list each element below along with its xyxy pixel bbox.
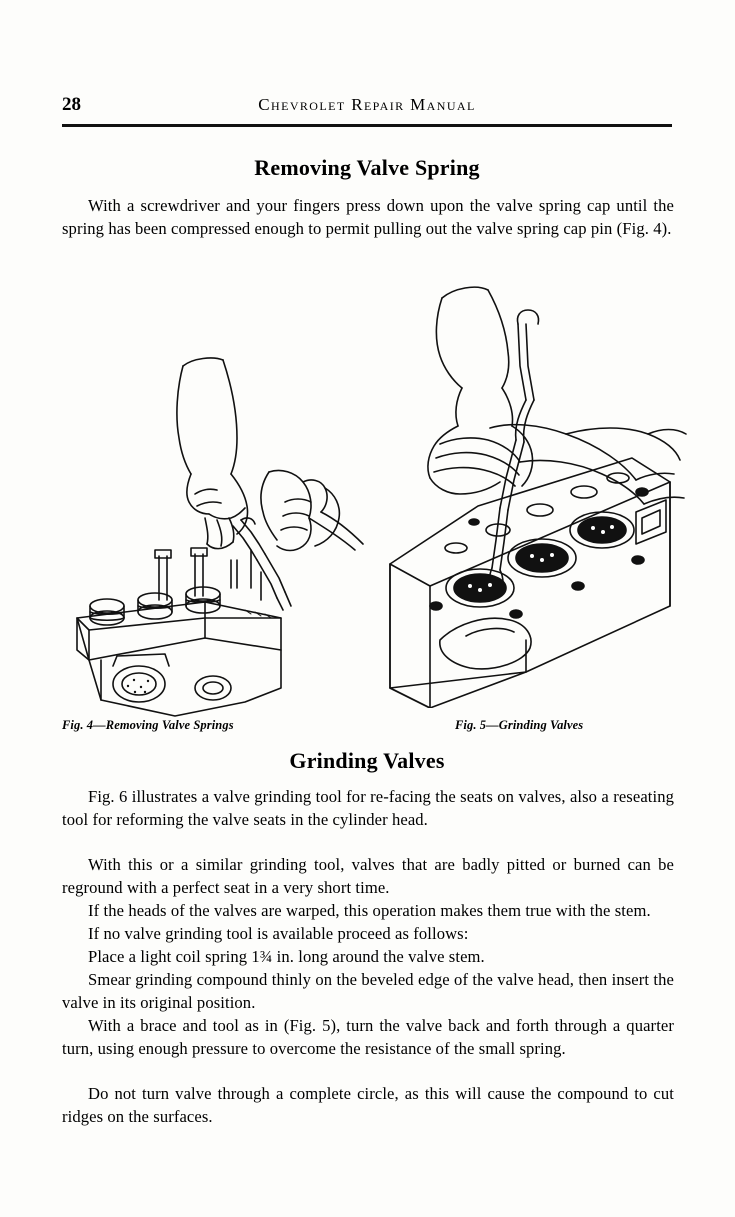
- paragraph-text: With a screwdriver and your fingers press down upon the valve spring cap until the spring has been compressed enough to permit pulling out the valve spring cap pin (Fig. 4).: [62, 196, 674, 238]
- paragraph-grinding-5: [62, 946, 674, 969]
- figure-4-illustration: [55, 288, 385, 728]
- figure-4-caption: Fig. 4—Removing Valve Springs: [62, 718, 234, 732]
- figure-5-illustration: [370, 268, 700, 708]
- paragraph-text: Do not turn valve through a complete circle, as this will cause the compound to cut ridges on the surfaces.: [62, 1084, 674, 1126]
- paragraph-grinding-1: [62, 786, 674, 831]
- page-header: [62, 94, 672, 122]
- paragraph-text: Fig. 6 illustrates a valve grinding tool for re-facing the seats on valves, also a reseating tool for reforming the valve seats in the cylinder head.: [62, 787, 674, 829]
- paragraph-text: With this or a similar grinding tool, valves that are badly pitted or burned can be reground with a perfect seat in a very short time.: [62, 855, 674, 897]
- paragraph-grinding-7: [62, 1015, 674, 1060]
- paragraph-grinding-4: [62, 923, 674, 946]
- paragraph-text: If the heads of the valves are warped, this operation makes them true with the stem.: [88, 901, 651, 920]
- figure-area: [45, 268, 690, 732]
- paragraph-grinding-2: [62, 854, 674, 899]
- paragraph-removing-1: [62, 195, 674, 240]
- paragraph-text: If no valve grinding tool is available proceed as follows:: [88, 924, 469, 943]
- paragraph-text: Place a light coil spring 1¾ in. long around the valve stem.: [88, 947, 485, 966]
- header-rule: [62, 124, 672, 127]
- page-number: 28: [62, 94, 81, 115]
- paragraph-text: Smear grinding compound thinly on the beveled edge of the valve head, then insert the valve in its original position.: [62, 970, 674, 1012]
- paragraph-grinding-6: [62, 969, 674, 1014]
- running-head: Chevrolet Repair Manual: [258, 95, 476, 114]
- figure-5-caption: Fig. 5—Grinding Valves: [455, 718, 584, 732]
- paragraph-grinding-3: [62, 900, 674, 923]
- section-title-removing-valve-spring: Removing Valve Spring: [254, 155, 480, 180]
- paragraph-text: With a brace and tool as in (Fig. 5), turn the valve back and forth through a quarter turn, using enough pressure to overcome the resistance of the small spring.: [62, 1016, 674, 1058]
- section-title-grinding-valves: Grinding Valves: [289, 748, 445, 773]
- paragraph-grinding-8: [62, 1083, 674, 1128]
